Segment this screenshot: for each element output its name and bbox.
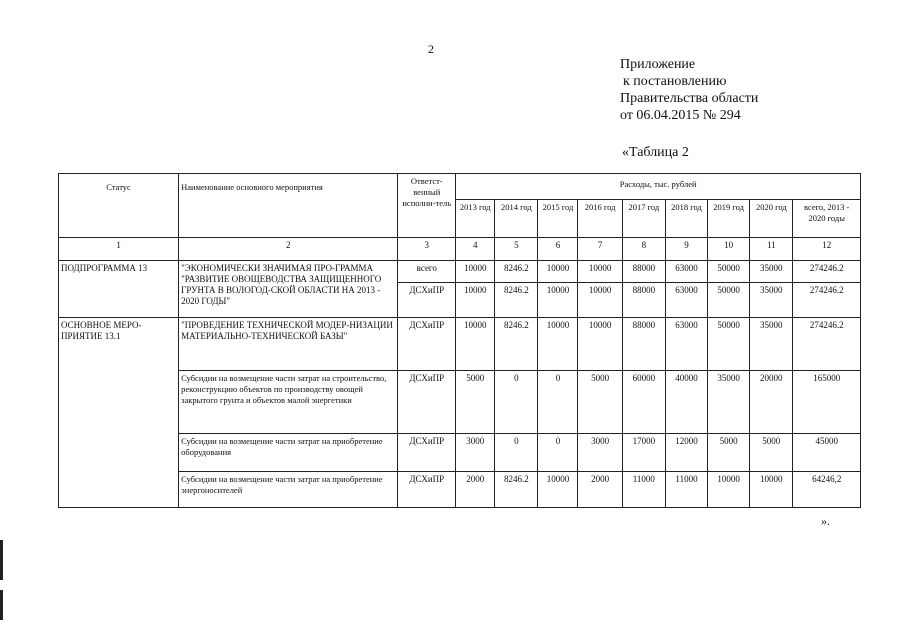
row-total: 64246,2	[793, 472, 861, 508]
column-number: 1	[59, 238, 179, 261]
table-row	[59, 261, 861, 283]
annex-line-2: к постановлению	[623, 74, 727, 89]
row-value: 10000	[578, 261, 622, 283]
row-value: 63000	[665, 318, 707, 371]
row-value: 0	[538, 434, 578, 472]
row-value: 50000	[708, 318, 750, 371]
column-number: 7	[578, 238, 622, 261]
row-value: 40000	[665, 371, 707, 434]
row-value: 50000	[708, 261, 750, 283]
row-status: ОСНОВНОЕ МЕРО-ПРИЯТИЕ 13.1	[59, 318, 179, 508]
row-value: 2000	[456, 472, 495, 508]
row-value: 0	[495, 434, 538, 472]
row-value: 5000	[750, 434, 793, 472]
page-number: 2	[428, 42, 434, 56]
row-value: 88000	[622, 283, 665, 318]
header-year: 2017 год	[622, 200, 665, 238]
row-name: "ПРОВЕДЕНИЕ ТЕХНИЧЕСКОЙ МОДЕР-НИЗАЦИИ МАТЕРИАЛЬНО-ТЕХНИЧЕСКОЙ БАЗЫ"	[179, 318, 398, 371]
row-value: 20000	[750, 371, 793, 434]
row-value: 10000	[538, 472, 578, 508]
closing-quote: ».	[821, 514, 830, 528]
row-value: 3000	[578, 434, 622, 472]
row-value: 10000	[578, 283, 622, 318]
row-value: 10000	[538, 261, 578, 283]
column-number: 11	[750, 238, 793, 261]
header-expenses: Расходы, тыс. рублей	[456, 174, 861, 200]
header-row	[59, 174, 861, 200]
row-value: 5000	[708, 434, 750, 472]
expenses-table	[58, 173, 861, 508]
row-value: 0	[538, 371, 578, 434]
annex-block	[620, 56, 758, 124]
column-number: 3	[398, 238, 456, 261]
column-number: 4	[456, 238, 495, 261]
header-name: Наименование основного мероприятия	[179, 174, 398, 238]
header-year: 2016 год	[578, 200, 622, 238]
row-status: ПОДПРОГРАММА 13	[59, 261, 179, 318]
row-value: 10000	[456, 283, 495, 318]
table-row	[59, 371, 861, 434]
row-name: Субсидии на возмещение части затрат на приобретение энергоносителей	[179, 472, 398, 508]
row-responsible: ДСХиПР	[398, 472, 456, 508]
row-value: 8246.2	[495, 283, 538, 318]
row-value: 3000	[456, 434, 495, 472]
table-row	[59, 318, 861, 371]
row-value: 10000	[538, 318, 578, 371]
row-value: 10000	[708, 472, 750, 508]
row-name: "ЭКОНОМИЧЕСКИ ЗНАЧИМАЯ ПРО-ГРАММА "РАЗВИТИЕ ОВОЩЕВОДСТВА ЗАЩИЩЕННОГО ГРУНТА В ВОЛОГОД-СКОЙ ОБЛАСТИ НА 2013 - 2020 ГОДЫ"	[179, 261, 398, 318]
row-total: 274246.2	[793, 318, 861, 371]
header-status: Статус	[59, 174, 179, 238]
row-total: 274246.2	[793, 283, 861, 318]
table-label: «Таблица 2	[622, 145, 689, 160]
row-value: 35000	[750, 261, 793, 283]
column-number: 6	[538, 238, 578, 261]
row-value: 60000	[622, 371, 665, 434]
annex-line-3: Правительства области	[620, 91, 759, 106]
scan-margin-mark	[0, 540, 3, 580]
header-year: 2015 год	[538, 200, 578, 238]
row-value: 11000	[622, 472, 665, 508]
column-number: 10	[708, 238, 750, 261]
row-responsible: ДСХиПР	[398, 371, 456, 434]
row-value: 50000	[708, 283, 750, 318]
row-value: 17000	[622, 434, 665, 472]
column-number: 12	[793, 238, 861, 261]
row-value: 11000	[665, 472, 707, 508]
header-year: 2019 год	[708, 200, 750, 238]
table-row	[59, 434, 861, 472]
row-responsible: ДСХиПР	[398, 283, 456, 318]
row-total: 274246.2	[793, 261, 861, 283]
header-year-total: всего, 2013 - 2020 годы	[793, 200, 861, 238]
row-value: 10000	[538, 283, 578, 318]
column-number: 9	[665, 238, 707, 261]
column-numbers-row	[59, 238, 861, 261]
row-value: 35000	[708, 371, 750, 434]
row-name: Субсидии на возмещение части затрат на строительство, реконструкцию объектов по производству овощей закрытого грунта и объектов малой энергетики	[179, 371, 398, 434]
annex-line-4: от 06.04.2015 № 294	[620, 108, 741, 123]
header-year: 2013 год	[456, 200, 495, 238]
header-year: 2018 год	[665, 200, 707, 238]
row-responsible: ДСХиПР	[398, 434, 456, 472]
row-value: 88000	[622, 261, 665, 283]
header-year: 2014 год	[495, 200, 538, 238]
row-value: 35000	[750, 318, 793, 371]
column-number: 5	[495, 238, 538, 261]
header-year: 2020 год	[750, 200, 793, 238]
table-row	[59, 472, 861, 508]
row-responsible: всего	[398, 261, 456, 283]
column-number: 2	[179, 238, 398, 261]
row-value: 63000	[665, 261, 707, 283]
row-value: 5000	[456, 371, 495, 434]
row-value: 8246.2	[495, 318, 538, 371]
row-value: 10000	[750, 472, 793, 508]
row-value: 10000	[456, 318, 495, 371]
row-value: 2000	[578, 472, 622, 508]
scan-margin-mark	[0, 590, 3, 620]
row-value: 8246.2	[495, 261, 538, 283]
column-number: 8	[622, 238, 665, 261]
row-value: 63000	[665, 283, 707, 318]
row-value: 8246.2	[495, 472, 538, 508]
row-total: 45000	[793, 434, 861, 472]
row-value: 10000	[578, 318, 622, 371]
annex-line-1: Приложение	[620, 57, 696, 72]
row-value: 12000	[665, 434, 707, 472]
row-total: 165000	[793, 371, 861, 434]
row-value: 35000	[750, 283, 793, 318]
row-value: 10000	[456, 261, 495, 283]
row-responsible: ДСХиПР	[398, 318, 456, 371]
row-value: 5000	[578, 371, 622, 434]
header-responsible: Ответст-венный исполни-тель	[398, 174, 456, 238]
row-value: 0	[495, 371, 538, 434]
row-name: Субсидии на возмещение части затрат на приобретение оборудования	[179, 434, 398, 472]
row-value: 88000	[622, 318, 665, 371]
